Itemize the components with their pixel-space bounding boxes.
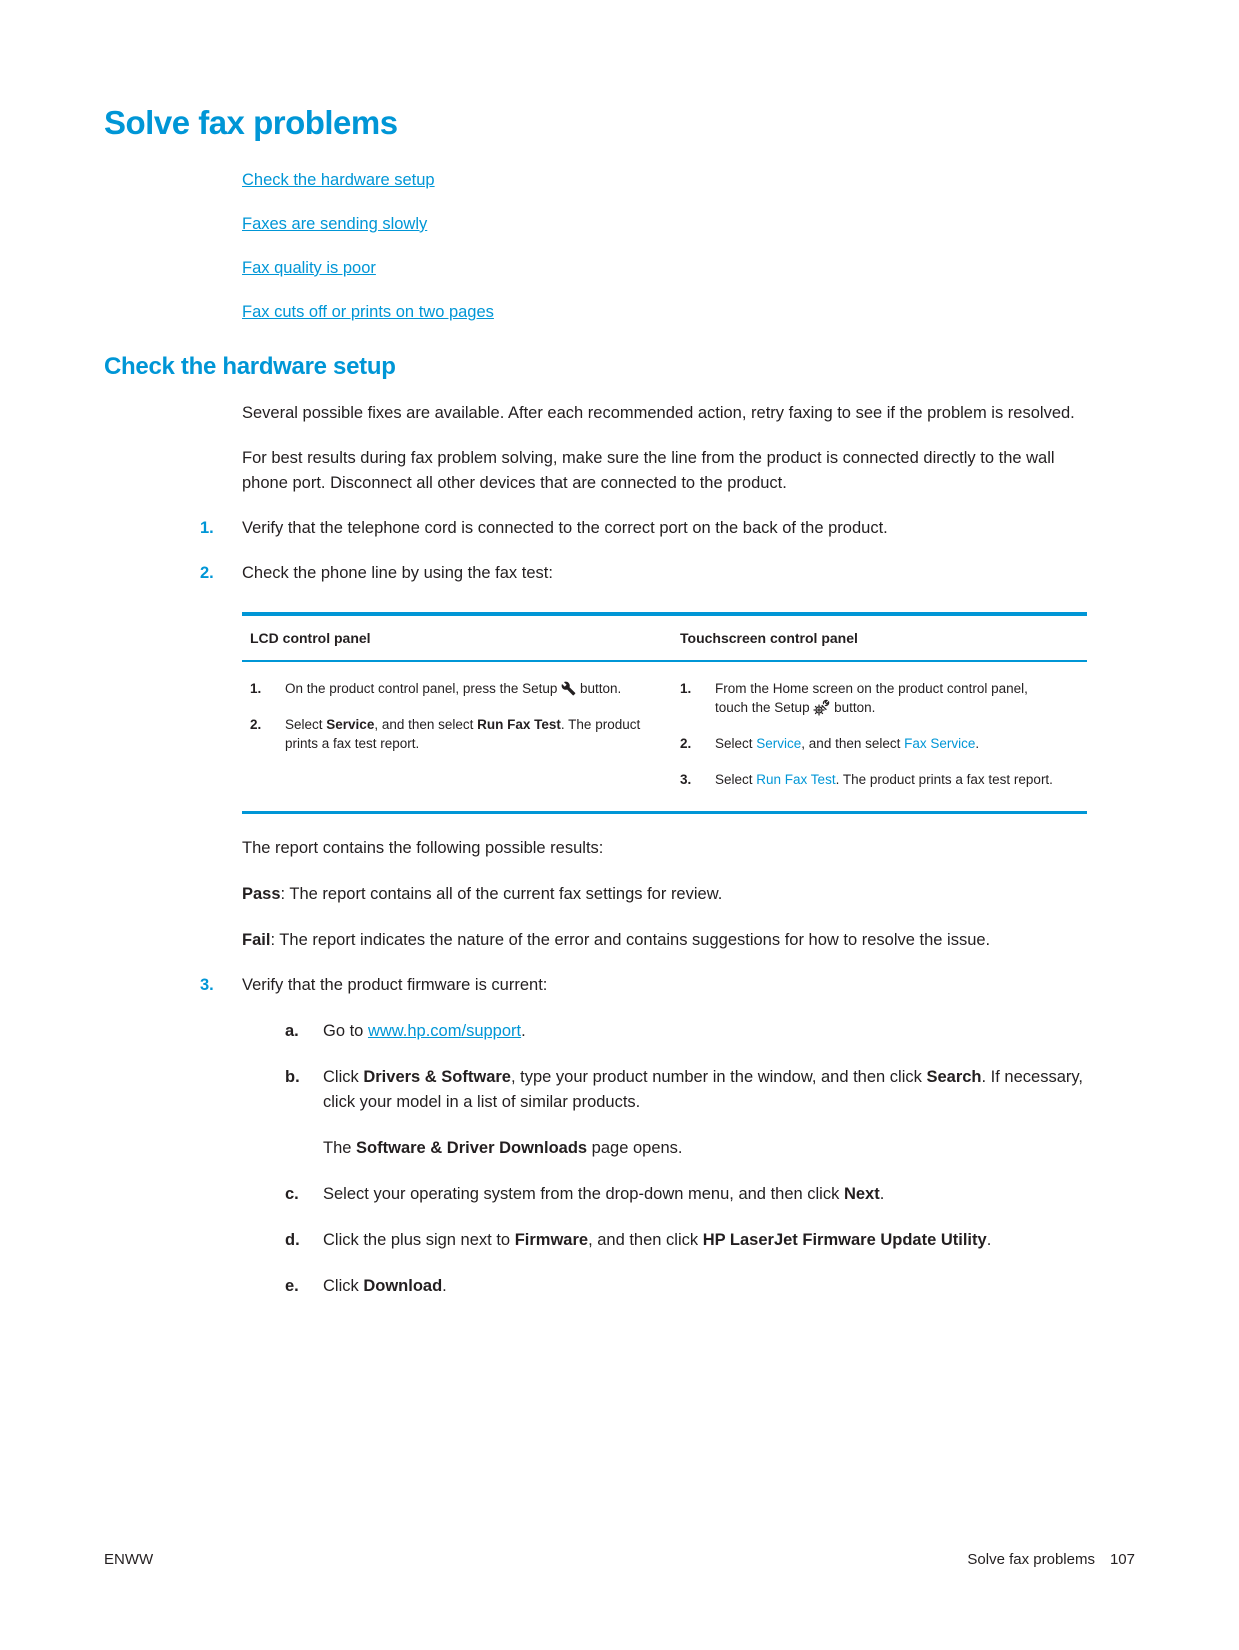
text-segment: Select	[285, 717, 327, 732]
intro-bullet	[104, 401, 1087, 426]
text-segment: Download	[363, 1277, 443, 1295]
text-segment: Service	[756, 736, 802, 751]
footer-enww-label: ENWW	[104, 1551, 154, 1568]
numbered-step-3	[104, 973, 1087, 998]
toc-link-fax-cuts-off-or-prints-on-two-pages[interactable]: Fax cuts off or prints on two pages	[242, 303, 494, 321]
setup-gear-wrench-icon	[813, 698, 830, 717]
substep-letter: e.	[285, 1277, 299, 1295]
substep-c	[104, 1182, 1087, 1207]
text-segment: Pass	[242, 885, 281, 903]
text-segment: , type your product number in the window, and then click	[510, 1068, 927, 1086]
substep-text	[323, 1274, 1087, 1299]
text-segment: .	[986, 1231, 992, 1249]
table-step	[242, 715, 672, 753]
intro-bullet	[104, 446, 1087, 496]
table-step-number: 3.	[680, 772, 692, 787]
fax-test-table-header-row	[242, 616, 1087, 662]
footer-section-label: Solve fax problems	[967, 1551, 1095, 1568]
text-segment: Service	[326, 717, 375, 732]
table-step-number: 1.	[250, 681, 262, 696]
text-segment: : The report contains all of the current fax settings for review.	[280, 885, 723, 903]
footer-page-number: 107	[1109, 1551, 1135, 1568]
step-text	[242, 561, 1087, 586]
numbered-step-1	[104, 516, 1087, 541]
table-step-number: 2.	[680, 736, 692, 751]
text-segment: Select	[715, 772, 757, 787]
page-title: Solve fax problems	[104, 104, 398, 141]
manual-page-content	[104, 0, 1087, 1299]
text-segment: Click	[323, 1068, 364, 1086]
toc-item	[104, 212, 1087, 237]
text-segment: Check the phone line by using the fax test:	[242, 564, 553, 582]
text-segment: Select your operating system from the drop-down menu, and then click	[323, 1185, 844, 1203]
substep-e	[104, 1274, 1087, 1299]
substep-text	[323, 1065, 1087, 1115]
step-text	[242, 516, 1087, 541]
text-segment: .	[442, 1277, 447, 1295]
toc-item	[104, 256, 1087, 281]
substep-a	[104, 1019, 1087, 1044]
toc-item	[104, 300, 1087, 325]
footer-right	[967, 1550, 1135, 1570]
substep-text	[323, 1228, 1087, 1253]
text-segment: Several possible fixes are available. After each recommended action, retry faxing to see if the problem is resolved.	[242, 404, 1075, 422]
text-segment: button.	[834, 700, 876, 715]
fax-test-table	[242, 612, 1087, 814]
intro-bullet-text	[242, 401, 1087, 426]
fax-test-table-body	[242, 662, 1087, 811]
text-segment: Fail	[242, 931, 271, 949]
table-step-number: 1.	[680, 681, 692, 696]
substep-text	[323, 1182, 1087, 1207]
table-step	[672, 679, 1087, 717]
text-segment: page opens.	[587, 1139, 683, 1157]
text-segment: Select	[715, 736, 757, 751]
touchscreen-column	[672, 662, 1087, 789]
column-header-touchscreen: Touchscreen control panel	[680, 630, 858, 646]
page-footer	[104, 1550, 1135, 1570]
toc-link-check-the-hardware-setup[interactable]: Check the hardware setup	[242, 171, 435, 189]
text-segment: Search	[926, 1068, 982, 1086]
setup-wrench-icon	[561, 679, 576, 698]
step-text	[242, 973, 1087, 998]
text-segment: . If necessary, click your model in a list of similar products.	[323, 1068, 1083, 1111]
intro-bullet-list	[104, 401, 1087, 496]
text-segment: Run Fax Test	[477, 717, 561, 732]
result-bullet-fail	[104, 928, 1087, 953]
table-step-text	[715, 679, 1087, 717]
text-segment: HP LaserJet Firmware Update Utility	[702, 1231, 987, 1249]
table-step-text	[715, 770, 1087, 789]
text-segment: Click	[323, 1277, 364, 1295]
text-segment: From the Home screen on the product control panel, touch the Setup	[715, 681, 1028, 715]
text-segment: Fax Service	[904, 736, 976, 751]
text-segment: Verify that the product firmware is current:	[242, 976, 548, 994]
substep-letter: c.	[285, 1185, 299, 1203]
toc-item	[104, 168, 1087, 193]
hp-support-link[interactable]: www.hp.com/support	[367, 1022, 522, 1040]
text-segment: Firmware	[514, 1231, 589, 1249]
text-segment: .	[521, 1022, 526, 1040]
result-bullet-text	[242, 882, 1087, 907]
text-segment: Go to	[323, 1022, 368, 1040]
substep-letter: b.	[285, 1068, 300, 1086]
table-step-text	[715, 734, 1087, 753]
toc-list	[104, 168, 1087, 325]
result-bullet-text	[242, 928, 1087, 953]
text-segment: Drivers & Software	[363, 1068, 511, 1086]
text-segment: The	[323, 1139, 357, 1157]
lcd-column	[242, 662, 672, 789]
text-segment: Verify that the telephone cord is connected to the correct port on the back of the product.	[242, 519, 888, 537]
table-step-number: 2.	[250, 717, 262, 732]
text-segment: The report contains the following possible results:	[242, 839, 604, 857]
substep-letter: d.	[285, 1231, 300, 1249]
result-bullet-pass	[104, 882, 1087, 907]
substep-letter: a.	[285, 1022, 299, 1040]
step-number: 2.	[200, 564, 214, 582]
substep-b-note	[323, 1136, 1087, 1161]
text-segment: For best results during fax problem solving, make sure the line from the product is connected directly to the wall phone port. Disconnect all other devices that are connected to the product.	[242, 449, 1055, 492]
text-segment: , and then click	[588, 1231, 703, 1249]
numbered-step-2	[104, 561, 1087, 586]
substep-b	[104, 1065, 1087, 1115]
report-results-paragraph	[242, 836, 1087, 861]
text-segment: Click the plus sign next to	[323, 1231, 515, 1249]
text-segment: On the product control panel, press the Setup	[285, 681, 562, 696]
results-bullet-list	[104, 882, 1087, 953]
table-step	[242, 679, 672, 698]
substep-d	[104, 1228, 1087, 1253]
text-segment: button.	[579, 681, 622, 696]
intro-bullet-text	[242, 446, 1087, 496]
column-header-lcd: LCD control panel	[250, 630, 371, 646]
table-step-text	[285, 715, 672, 753]
section-heading: Check the hardware setup	[104, 353, 396, 380]
text-segment: : The report indicates the nature of the error and contains suggestions for how to resolve the issue.	[270, 931, 991, 949]
toc-link-faxes-are-sending-slowly[interactable]: Faxes are sending slowly	[242, 215, 428, 233]
text-segment: Next	[843, 1185, 880, 1203]
table-step-text	[285, 679, 672, 698]
step-number: 3.	[200, 976, 214, 994]
text-segment: .	[879, 1185, 885, 1203]
text-segment: . The product prints a fax test report.	[835, 772, 1053, 787]
table-step	[672, 734, 1087, 753]
toc-link-fax-quality-is-poor[interactable]: Fax quality is poor	[242, 259, 376, 277]
text-segment: Software & Driver Downloads	[356, 1139, 588, 1157]
step-number: 1.	[200, 519, 214, 537]
text-segment: Run Fax Test	[756, 772, 836, 787]
substep-text	[323, 1019, 1087, 1044]
text-segment: , and then select	[801, 736, 905, 751]
text-segment: . The product prints a fax test report.	[285, 717, 641, 751]
text-segment: .	[975, 736, 980, 751]
table-step	[672, 770, 1087, 789]
text-segment: , and then select	[374, 717, 478, 732]
